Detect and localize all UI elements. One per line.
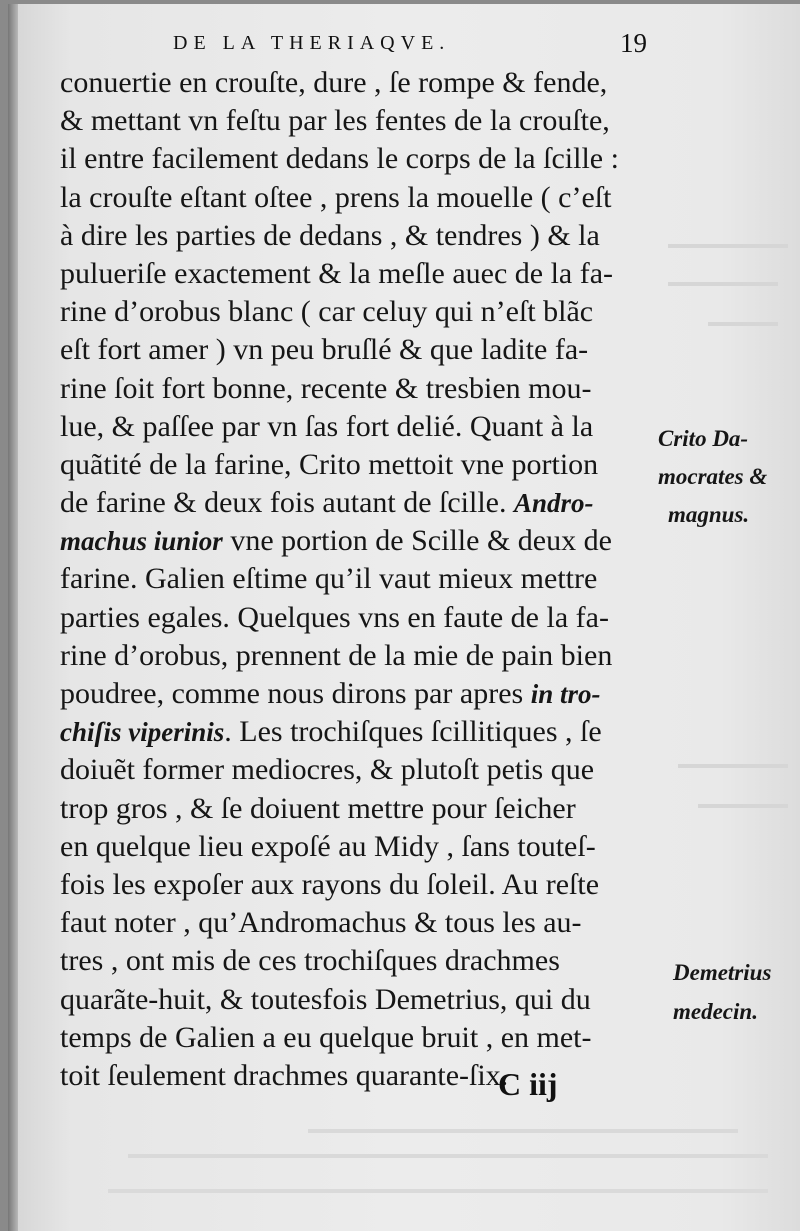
line-text: de farine & deux fois autant de ſcille. bbox=[60, 486, 514, 520]
margin-note: Crito Da- bbox=[658, 426, 749, 451]
line-text: lue, & paſſee par vn ſas fort delié. Quant à la bbox=[60, 409, 594, 443]
text-line bbox=[60, 713, 665, 751]
text-line bbox=[60, 293, 665, 331]
text-line bbox=[60, 981, 665, 1019]
line-text: doiuẽt former mediocres, & plutoſt petis que bbox=[60, 753, 595, 787]
margin-note: magnus. bbox=[668, 502, 750, 527]
text-line bbox=[60, 637, 665, 675]
body-text bbox=[60, 64, 665, 1095]
text-line bbox=[60, 866, 665, 904]
line-text: quarãte-huit, & toutesfois Demetrius, qui du bbox=[60, 982, 591, 1016]
line-text: il entre facilement dedans le corps de la ſcille : bbox=[60, 142, 619, 176]
text-line bbox=[60, 408, 665, 446]
line-text: eſt fort amer ) vn peu bruſlé & que ladite fa- bbox=[60, 333, 589, 367]
text-line bbox=[60, 790, 665, 828]
text-line bbox=[60, 255, 665, 293]
book-page bbox=[8, 4, 800, 1231]
text-line bbox=[60, 102, 665, 140]
line-text: farine. Galien eſtime qu’il vaut mieux mettre bbox=[60, 562, 598, 596]
italic-text: Andro- bbox=[514, 488, 594, 519]
italic-text: chiſis viperinis bbox=[60, 717, 225, 748]
text-line bbox=[60, 446, 665, 484]
text-line bbox=[60, 370, 665, 408]
line-text: trop gros , & ſe doiuent mettre pour ſeicher bbox=[60, 791, 576, 825]
italic-text: machus iunior bbox=[60, 526, 223, 557]
text-line bbox=[60, 179, 665, 217]
text-line bbox=[60, 484, 665, 522]
line-text: poudree, comme nous dirons par apres bbox=[60, 677, 531, 710]
line-text: temps de Galien a eu quelque bruit , en met- bbox=[60, 1020, 592, 1054]
italic-text: in tro- bbox=[530, 679, 601, 709]
line-text: la crouſte eſtant oſtee , prens la mouelle ( c’eſt bbox=[60, 180, 612, 214]
line-text: pulueriſe exactement & la meſle auec de la fa- bbox=[60, 256, 614, 290]
page-number: 19 bbox=[620, 28, 647, 58]
line-text: rine d’orobus blanc ( car celuy qui n’eſt blãc bbox=[60, 295, 594, 329]
line-text: tres , ont mis de ces trochiſques drachmes bbox=[60, 944, 560, 978]
text-line bbox=[60, 560, 665, 598]
margin-note: Demetrius bbox=[673, 960, 772, 985]
text-line bbox=[60, 522, 665, 560]
binding-shadow bbox=[8, 4, 18, 1231]
line-text: rine ſoit fort bonne, recente & tresbien mou- bbox=[60, 371, 592, 405]
text-line bbox=[60, 331, 665, 369]
page-header bbox=[8, 26, 800, 62]
line-text: quãtité de la farine, Crito mettoit vne portion bbox=[60, 447, 599, 481]
text-line bbox=[60, 1057, 665, 1095]
line-text: fois les expoſer aux rayons du ſoleil. Au reſte bbox=[60, 867, 600, 901]
margin-note: mocrates & bbox=[658, 464, 768, 489]
line-text: rine d’orobus, prennent de la mie de pain bien bbox=[60, 638, 613, 672]
running-head: DE LA THERIAQVE. bbox=[173, 32, 451, 54]
line-text: toit ſeulement drachmes quarante-ſix. bbox=[60, 1058, 509, 1092]
text-line bbox=[60, 1019, 665, 1057]
text-line bbox=[60, 64, 665, 102]
line-text: . Les trochiſques ſcillitiques , ſe bbox=[224, 715, 602, 749]
signature-mark: C iij bbox=[498, 1066, 558, 1102]
line-text: vne portion de Scille & deux de bbox=[222, 524, 612, 558]
line-text: conuertie en crouſte, dure , ſe rompe & fende, bbox=[60, 66, 608, 99]
line-text: à dire les parties de dedans , & tendres ) & la bbox=[60, 218, 600, 252]
margin-note: medecin. bbox=[673, 999, 758, 1024]
text-line bbox=[60, 828, 665, 866]
line-text: parties egales. Quelques vns en faute de la fa- bbox=[60, 600, 609, 634]
line-text: & mettant vn feſtu par les fentes de la crouſte, bbox=[60, 104, 610, 138]
text-line bbox=[60, 599, 665, 637]
text-line bbox=[60, 675, 665, 713]
text-line bbox=[60, 751, 665, 789]
text-line bbox=[60, 942, 665, 980]
text-line bbox=[60, 140, 665, 178]
line-text: en quelque lieu expoſé au Midy , ſans touteſ- bbox=[60, 829, 596, 863]
text-line bbox=[60, 904, 665, 942]
text-line bbox=[60, 217, 665, 255]
line-text: faut noter , qu’Andromachus & tous les au- bbox=[60, 906, 582, 940]
